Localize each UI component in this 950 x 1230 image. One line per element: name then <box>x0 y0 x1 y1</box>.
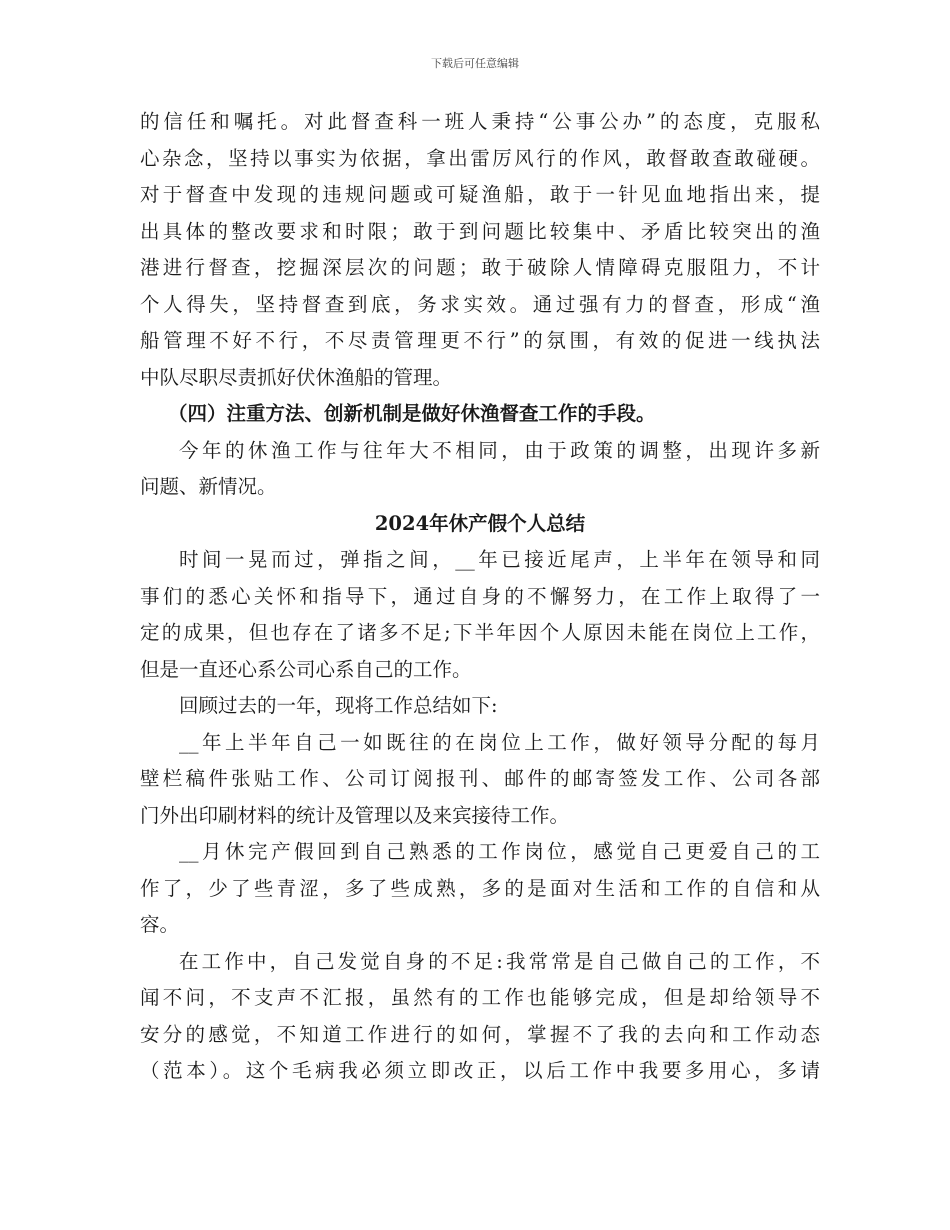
document-title: 2024年休产假个人总结 <box>374 511 586 535</box>
text-line: 回顾过去的一年，现将工作总结如下: <box>179 694 498 717</box>
paragraph-first-half <box>140 725 820 835</box>
paragraph-intro <box>140 542 820 688</box>
text-line: 在工作中，自己发觉自身的不足:我常常是自己做自己的工作，不 <box>179 949 820 973</box>
document-body <box>140 104 820 1090</box>
text-line: 心杂念，坚持以事实为依据，拿出雷厉风行的作风，敢督敢查敢碰硬。 <box>140 146 820 170</box>
text-line: 门外出印刷材料的统计及管理以及来宾接待工作。 <box>140 803 570 827</box>
paragraph-policy-change <box>140 433 820 506</box>
text-line: （范本）。这个毛病我必须立即改正，以后工作中我要多用心，多请 <box>140 1059 820 1082</box>
text-line: 闻不问，不支声不汇报，虽然有的工作也能够完成，但是却给领导不 <box>140 986 820 1009</box>
text-line: 中队尽职尽责抓好伏休渔船的管理。 <box>140 365 453 389</box>
text-line: 定的成果，但也存在了诸多不足;下半年因个人原因未能在岗位上工作， <box>140 621 820 644</box>
text-line: 出具体的整改要求和时限；敢于到问题比较集中、矛盾比较突出的渔 <box>140 219 820 243</box>
text-line: 的信任和嘱托。对此督查科一班人秉持“公事公办”的态度，克服私 <box>140 110 820 133</box>
section-subheading: （四）注重方法、创新机制是做好休渔督查工作的手段。 <box>168 402 656 425</box>
text-line: 港进行督查，挖掘深层次的问题；敢于破除人情障碍克服阻力，不计 <box>140 256 820 279</box>
text-line: 船管理不好不行，不尽责管理更不行”的氛围，有效的促进一线执法 <box>140 329 820 352</box>
text-line: 对于督查中发现的违规问题或可疑渔船，敢于一针见血地指出来，提 <box>140 183 820 206</box>
text-line: 个人得失，坚持督查到底，务求实效。通过强有力的督查，形成“渔 <box>140 292 820 316</box>
text-line: 时间一晃而过，弹指之间，__年已接近尾声，上半年在领导和同 <box>179 548 820 571</box>
paragraph-review <box>140 688 820 725</box>
text-line: __月休完产假回到自己熟悉的工作岗位，感觉自己更爱自己的工 <box>179 840 820 863</box>
text-line: 但是一直还心系公司心系自己的工作。 <box>140 657 472 681</box>
text-line: 壁栏稿件张贴工作、公司订阅报刊、邮件的邮寄签发工作、公司各部 <box>140 767 820 790</box>
text-line: 容。 <box>140 913 180 936</box>
text-line: 作了，少了些青涩，多了些成熟，多的是面对生活和工作的自信和从 <box>140 876 820 900</box>
paragraph-supervision-attitude <box>140 104 820 396</box>
paragraph-shortcomings <box>140 944 820 1090</box>
text-line: 问题、新情况。 <box>140 475 277 498</box>
text-line: 今年的休渔工作与往年大不相同，由于政策的调整，出现许多新 <box>179 438 820 462</box>
text-line: 事们的悉心关怀和指导下，通过自身的不懈努力，在工作上取得了一 <box>140 584 820 608</box>
page-header: 下载后可任意编辑 <box>431 57 519 70</box>
text-line: __年上半年自己一如既往的在岗位上工作，做好领导分配的每月 <box>179 730 820 754</box>
paragraph-return-to-work <box>140 834 820 944</box>
text-line: 安分的感觉，不知道工作进行的如何，掌握不了我的去向和工作动态 <box>140 1022 820 1046</box>
